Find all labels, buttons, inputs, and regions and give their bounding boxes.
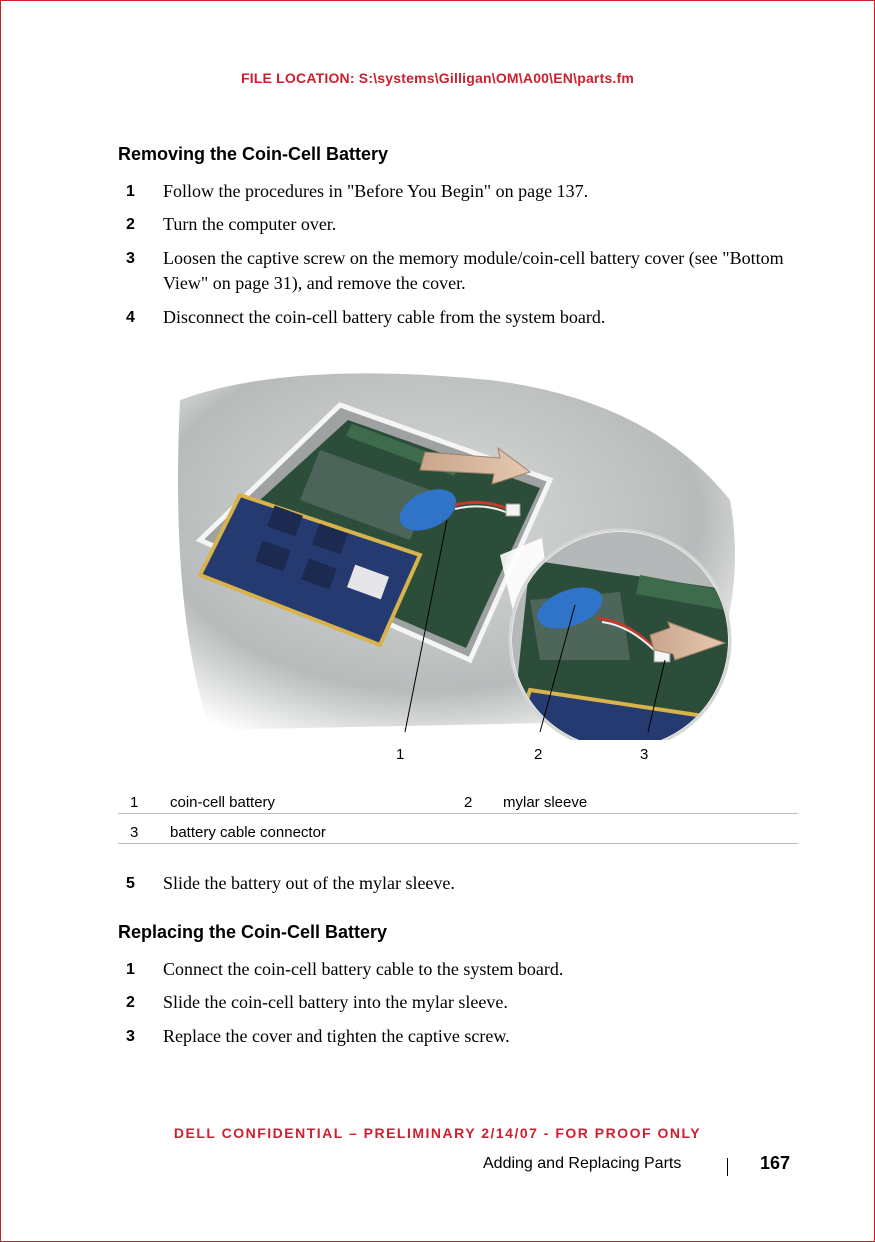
footer-section-name: Adding and Replacing Parts: [483, 1155, 682, 1172]
step-number: 4: [126, 309, 135, 326]
removing-step: [118, 212, 798, 237]
legend-number: 1: [130, 794, 139, 811]
step-text: Slide the coin-cell battery into the mylar sleeve.: [163, 992, 508, 1012]
footer-separator: [727, 1158, 728, 1176]
replacing-step: [118, 957, 798, 982]
callout-number: 1: [396, 746, 405, 763]
legend-row-divider: [118, 813, 798, 814]
removing-section-title: Removing the Coin-Cell Battery: [118, 144, 389, 164]
step-number: 5: [126, 875, 135, 892]
file-location-header: FILE LOCATION: S:\systems\Gilligan\OM\A00\EN\parts.fm: [240, 70, 635, 86]
step-number: 2: [126, 216, 135, 233]
battery-cable-connector: [506, 504, 520, 516]
step-text: Replace the cover and tighten the captive screw.: [163, 1026, 510, 1046]
step-text: Loosen the captive screw on the memory module/coin-cell battery cover (see "Bottom View" on page 31), and remove the cover.: [163, 248, 784, 293]
page-number: 167: [760, 1153, 791, 1173]
replacing-step: [118, 990, 798, 1015]
callout-number: 3: [640, 746, 649, 763]
step-text: Follow the procedures in "Before You Begin" on page 137.: [163, 181, 589, 201]
legend-row-divider: [118, 843, 798, 844]
step-number: 1: [126, 961, 135, 978]
step-text: Slide the battery out of the mylar sleeve.: [163, 873, 455, 893]
step-number: 3: [126, 1028, 135, 1045]
laptop-bottom-illustration: [170, 360, 750, 740]
step-number: 2: [126, 994, 135, 1011]
legend-label: coin-cell battery: [170, 794, 276, 811]
removing-step: [118, 179, 798, 204]
step-text: Turn the computer over.: [163, 214, 337, 234]
step-number: 3: [126, 250, 135, 267]
legend-label: mylar sleeve: [503, 794, 588, 811]
legend-label: battery cable connector: [170, 824, 326, 841]
legend-number: 2: [464, 794, 473, 811]
removing-step: [118, 246, 798, 296]
legend-number: 3: [130, 824, 139, 841]
removing-step: [118, 305, 798, 330]
replacing-section-title: Replacing the Coin-Cell Battery: [118, 922, 388, 942]
step-text: Disconnect the coin-cell battery cable from the system board.: [163, 307, 606, 327]
replacing-step: [118, 1024, 798, 1049]
callout-number: 2: [534, 746, 543, 763]
confidential-footer: DELL CONFIDENTIAL – PRELIMINARY 2/14/07 - FOR PROOF ONLY: [173, 1125, 702, 1141]
step-text: Connect the coin-cell battery cable to the system board.: [163, 959, 564, 979]
coin-cell-battery-figure: [170, 360, 750, 740]
removing-step: [118, 871, 798, 896]
step-number: 1: [126, 183, 135, 200]
